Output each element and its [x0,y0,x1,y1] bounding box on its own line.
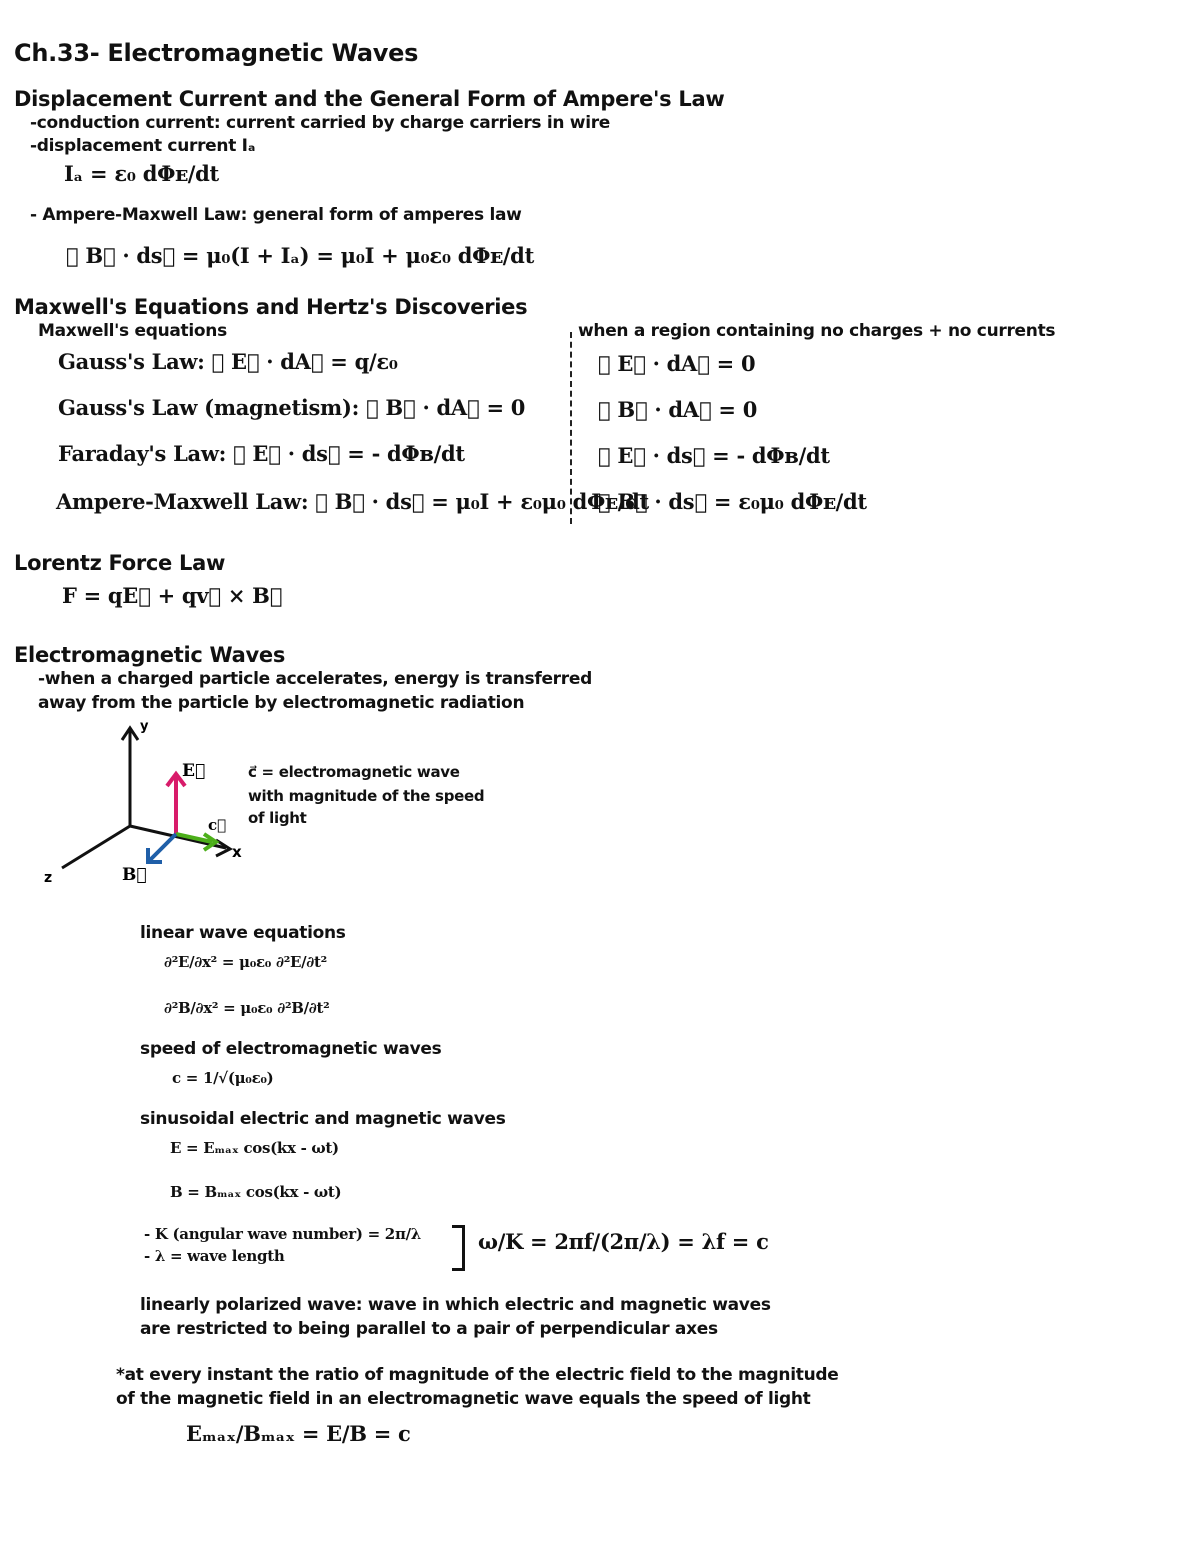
em-waves-note-1: -when a charged particle accelerates, energy is transferred [38,669,592,689]
speed-equation: c = 1/√(μ₀ε₀) [172,1069,274,1087]
lorentz-equation: F = qE⃗ + qv⃗ × B⃗ [62,583,283,608]
ratio-note-2: of the magnetic field in an electromagnetic wave equals the speed of light [116,1389,811,1409]
polarized-note-2: are restricted to being parallel to a pair of perpendicular axes [140,1319,718,1339]
angular-wave-number-line: - K (angular wave number) = 2π/λ [144,1225,422,1243]
z-axis-line [62,826,130,868]
em-waves-note-2: away from the particle by electromagnetic radiation [38,693,525,713]
conduction-current-note: -conduction current: current carried by charge carriers in wire [30,113,611,133]
ampere-maxwell-note: - Ampere-Maxwell Law: general form of amperes law [30,205,522,225]
bracket-icon [452,1225,465,1271]
displacement-current-equation: Iₐ = ε₀ dΦᴇ/dt [64,161,219,186]
column-divider [570,332,572,524]
speed-heading: speed of electromagnetic waves [140,1039,442,1059]
no-charge-eq-2: ∮ B⃗ · dA⃗ = 0 [598,397,758,422]
lorentz-heading: Lorentz Force Law [14,551,226,575]
page-title: Ch.33- Electromagnetic Waves [14,39,419,67]
no-charge-eq-4: ∮ B⃗ · ds⃗ = ε₀μ₀ dΦᴇ/dt [598,489,867,514]
wave-velocity-label: c⃗ [208,816,227,834]
linear-wave-eq-b: ∂²B/∂x² = μ₀ε₀ ∂²B/∂t² [164,999,330,1017]
faraday-law: Faraday's Law: ∮ E⃗ · ds⃗ = - dΦʙ/dt [58,441,465,466]
diagram-note-1: c⃗ = electromagnetic wave [248,763,460,781]
maxwell-heading: Maxwell's Equations and Hertz's Discoveries [14,295,528,319]
gauss-law: Gauss's Law: ∮ E⃗ · dA⃗ = q/ε₀ [58,349,398,374]
no-charges-heading: when a region containing no charges + no currents [578,321,1056,341]
em-waves-heading: Electromagnetic Waves [14,643,286,667]
displacement-current-note: -displacement current Iₐ [30,136,256,156]
displacement-heading: Displacement Current and the General Form of Ampere's Law [14,87,725,111]
ampere-maxwell-equation: ∮ B⃗ · ds⃗ = μ₀(I + Iₐ) = μ₀I + μ₀ε₀ dΦᴇ/dt [66,243,534,268]
gauss-law-magnetism: Gauss's Law (magnetism): ∮ B⃗ · dA⃗ = 0 [58,395,526,420]
ratio-note-1: *at every instant the ratio of magnitude of the electric field to the magnitude [116,1365,839,1385]
polarized-note-1: linearly polarized wave: wave in which electric and magnetic waves [140,1295,771,1315]
diagram-note-2: with magnitude of the speed [248,787,485,805]
magnetic-field-vector [150,834,176,860]
diagram-note-3: of light [248,809,307,827]
maxwell-subheading: Maxwell's equations [38,321,227,341]
wave-ratio-equation: ω/K = 2πf/(2π/λ) = λf = c [478,1229,769,1254]
sinusoidal-heading: sinusoidal electric and magnetic waves [140,1109,506,1129]
x-axis-label: x [232,843,242,861]
wavelength-line: - λ = wave length [144,1247,285,1265]
magnetic-field-label: B⃗ [122,865,147,885]
linear-wave-eq-e: ∂²E/∂x² = μ₀ε₀ ∂²E/∂t² [164,953,327,971]
y-axis-label: y [140,720,149,734]
no-charge-eq-1: ∮ E⃗ · dA⃗ = 0 [598,351,756,376]
no-charge-eq-3: ∮ E⃗ · ds⃗ = - dΦʙ/dt [598,443,830,468]
electric-field-label: E⃗ [182,761,206,781]
ampere-maxwell-law: Ampere-Maxwell Law: ∮ B⃗ · ds⃗ = μ₀I + ε₀μ₀ dΦᴇ/dt [56,489,649,514]
sinusoidal-b-equation: B = Bₘₐₓ cos(kx - ωt) [170,1183,342,1201]
z-axis-label: z [44,870,53,886]
linear-wave-heading: linear wave equations [140,923,346,943]
em-wave-axes-diagram [40,720,520,890]
sinusoidal-e-equation: E = Eₘₐₓ cos(kx - ωt) [170,1139,339,1157]
field-ratio-equation: Eₘₐₓ/Bₘₐₓ = E/B = c [186,1421,411,1446]
